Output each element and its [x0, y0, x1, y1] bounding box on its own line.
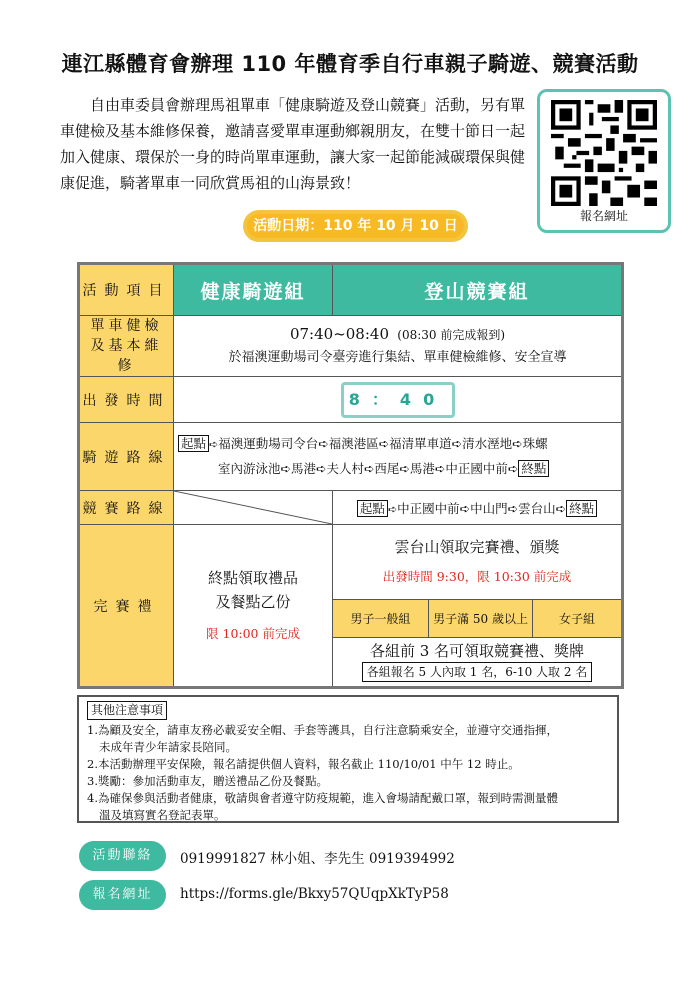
group-ride: 健康騎遊組 — [174, 264, 333, 316]
departure-time: 8：40 — [341, 382, 455, 418]
category-women: 女子組 — [533, 600, 623, 638]
contact-value: 0919991827 林小姐、李先生 0919394992 — [180, 851, 455, 867]
signup-label: 報名網址 — [79, 880, 166, 910]
category-men-50: 男子滿 50 歲以上 — [429, 600, 533, 638]
race-finish-time: 出發時間 9:30，限 10:30 前完成 — [382, 569, 572, 584]
label-ride-route: 騎遊路線 — [79, 423, 174, 491]
contact-label: 活動聯絡 — [79, 841, 166, 871]
prize-note: 各組報名 5 人內取 1 名，6-10 人取 2 名 — [362, 662, 593, 682]
prize-text: 各組前 3 名可領取競賽禮、獎牌 — [369, 642, 585, 660]
checkup-detail: 於福澳運動場司令臺旁進行集結、單車健檢維修、安全宣導 — [228, 350, 567, 365]
ride-route-line1: 福澳運動場司令台➪福澳港區➪福清單車道➪清水溼地➪珠螺 — [218, 436, 548, 451]
activity-table: 活動項目 健康騎遊組 登山競賽組 單車健檢及基本維修 07:40~08:40 (08:30 前完成報到) 於福澳運動場司令臺旁進行集結、單車健檢維修、安全宣導 出發時間 8：40 騎遊路線 起點 ➪福澳運動場司令台➪福澳港區➪福清單車道➪清水溼地➪珠螺 室內游泳池➪馬港➪夫人村➪西尾➪馬港➪中正國中前➪ 終點 競賽路線 起點 ➪中正國中前➪中山門➪雲台山➪ 終點 完賽禮 終點領取禮品 及餐點乙份 限 10:00 前完成 雲台山領取完賽禮、頒獎 出發時間 9:30，限 10:30 前完成 男子一般組 男子滿 50 歲以上 女子組 各組前 3 名可領取競賽禮、獎牌 各組報名 5 人內取 1 名，6-10 人取 2 名 — [77, 262, 624, 689]
notes-box — [77, 695, 619, 823]
qr-caption: 報名網址 — [579, 209, 628, 223]
note-item: 4.為確保參與活動者健康，敬請與會者遵守防疫規範，進入會場請配戴口罩，報到時需測量體 — [87, 791, 558, 805]
race-route-end: 終點 — [566, 500, 597, 517]
note-item: 2.本活動辦理平安保險，報名請提供個人資料，報名截止 110/10/01 中午 12 時止。 — [87, 757, 520, 771]
event-date-badge — [243, 210, 468, 242]
ride-route-end: 終點 — [518, 460, 549, 477]
checkup-note: (08:30 前完成報到) — [397, 328, 506, 342]
race-finish-title: 雲台山領取完賽禮、頒獎 — [394, 538, 560, 556]
qr-box[interactable] — [537, 89, 671, 233]
ride-route-start: 起點 — [178, 435, 209, 452]
page-title: 連江縣體育會辦理 110 年體育季自行車親子騎遊、競賽活動 — [61, 52, 639, 76]
note-item: 溫及填寫實名登記表單。 — [99, 808, 226, 822]
note-item: 未成年青少年請家長陪同。 — [99, 740, 237, 754]
race-route-middle: 中正國中前➪中山門➪雲台山➪ — [397, 500, 567, 516]
note-item: 3.獎勵：參加活動車友，贈送禮品乙份及餐點。 — [87, 774, 328, 788]
ride-gift: 終點領取禮品 — [208, 568, 299, 587]
label-finish: 完賽禮 — [79, 525, 174, 688]
diagonal-line — [174, 491, 332, 524]
category-men-open: 男子一般組 — [333, 600, 429, 638]
event-date-text: 活動日期：110 年 10 月 10 日 — [247, 214, 464, 238]
notes-heading: 其他注意事項 — [87, 701, 167, 720]
race-route-start: 起點 — [357, 500, 388, 517]
race-route-na-cell — [174, 491, 333, 525]
signup-link[interactable]: https://forms.gle/Bkxy57QUqpXkTyP58 — [180, 886, 449, 902]
intro-paragraph: 自由車委員會辦理馬祖單車「健康騎遊及登山競賽」活動，另有單車健檢及基本維修保養，邀請喜愛單車運動鄉親朋友，在雙十節日一起加入健康、環保於一身的時尚單車運動，讓大家一起節能減碳環保與健康促進，騎著單車一同欣賞馬祖的山海景致！ — [60, 96, 526, 192]
label-race-route: 競賽路線 — [79, 491, 174, 525]
qr-code-icon[interactable] — [551, 100, 657, 206]
ride-route-line2: 室內游泳池➪馬港➪夫人村➪西尾➪馬港➪中正國中前➪ — [218, 461, 519, 476]
note-item: 1.為顧及安全，請車友務必載妥安全帽、手套等護具，自行注意騎乘安全，並遵守交通指揮， — [87, 723, 558, 737]
checkup-time: 07:40~08:40 — [289, 325, 389, 343]
group-race: 登山競賽組 — [333, 264, 623, 316]
label-item: 活動項目 — [79, 264, 174, 316]
ride-gift-2: 及餐點乙份 — [215, 592, 291, 611]
label-checkup: 單車健檢及基本維修 — [79, 316, 174, 377]
ride-deadline: 限 10:00 前完成 — [206, 625, 300, 641]
label-departure: 出發時間 — [79, 377, 174, 423]
